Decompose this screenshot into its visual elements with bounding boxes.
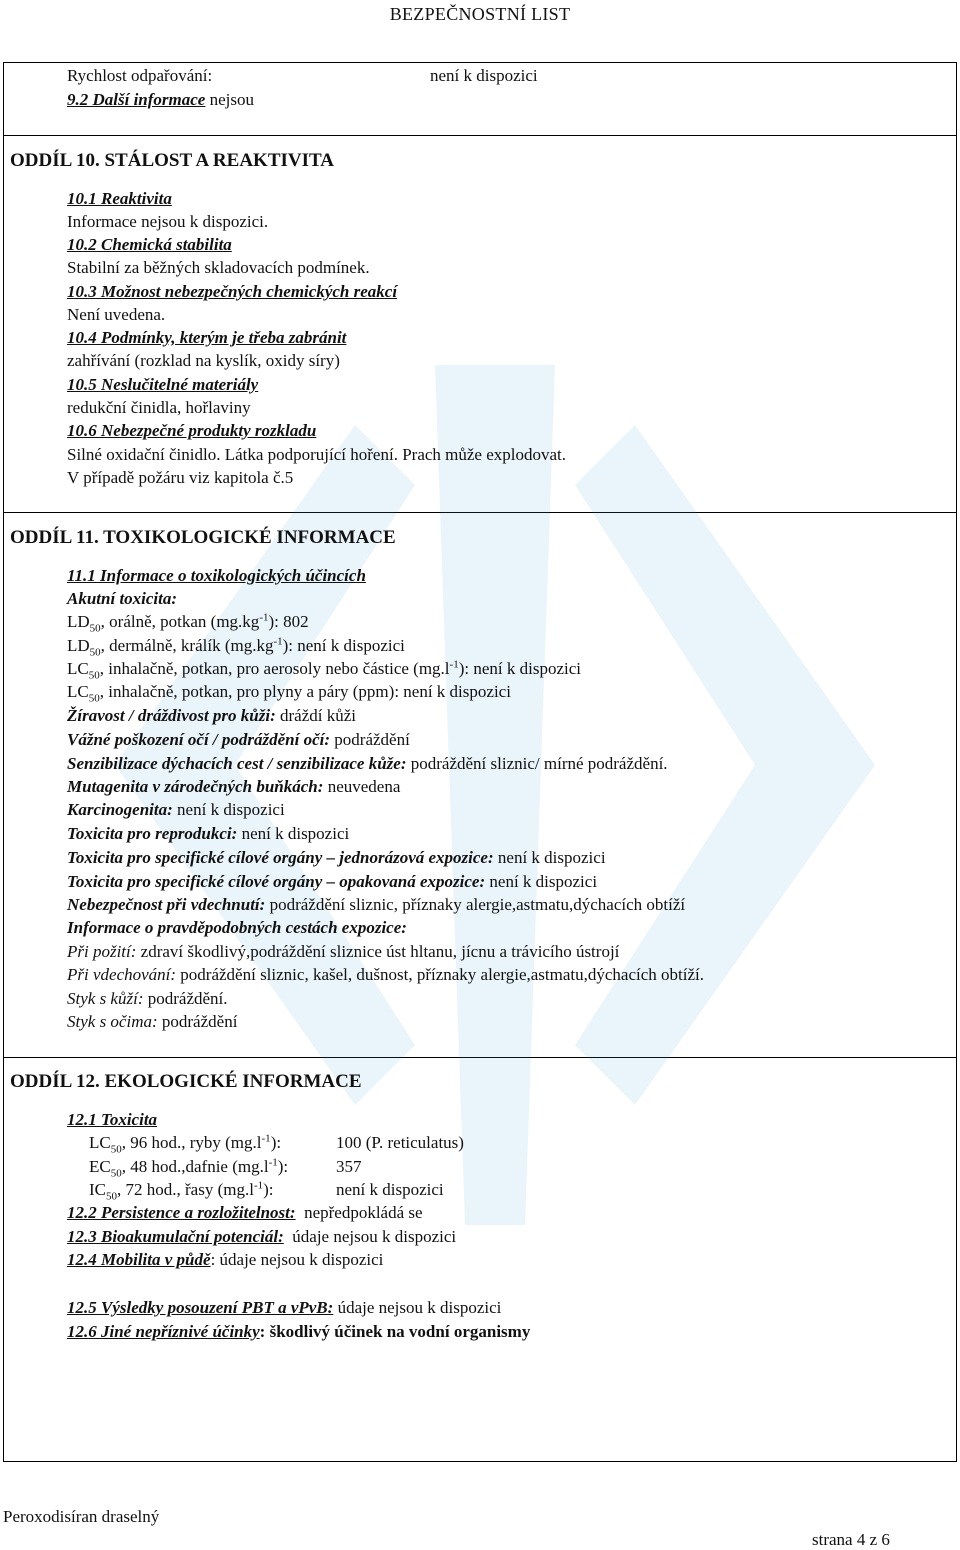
stot-repeated-label: Toxicita pro specifické cílové orgány – opakovaná expozice:: [67, 872, 486, 891]
eye-contact-row: [67, 1012, 237, 1032]
ld50-oral-desc: , orálně, potkan (mg.kg: [100, 612, 260, 631]
mutagenicity-row: [67, 777, 400, 797]
lc50-gas-text: LC: [67, 682, 89, 701]
other-effects-value: : škodlivý účinek na vodní organismy: [259, 1322, 531, 1341]
other-info-row: [67, 90, 254, 110]
ingestion-row: [67, 942, 619, 962]
lc50-fish-row: [89, 1132, 282, 1156]
inhalation-label: Při vdechování:: [67, 965, 177, 984]
ic50-algae-superscript: -1: [253, 1179, 264, 1192]
ec50-daphnia-subscript: 50: [110, 1167, 122, 1180]
other-info-heading: 9.2 Další informace: [67, 90, 206, 109]
heading-10-2: 10.2 Chemická stabilita: [67, 235, 232, 254]
mutagenicity-label: Mutagenita v zárodečných buňkách:: [67, 777, 324, 796]
mutagenicity-value: neuvedena: [323, 777, 401, 796]
mobility-heading: 12.4 Mobilita v půdě: [67, 1250, 211, 1269]
text-10-2: Stabilní za běžných skladovacích podmínek.: [67, 258, 370, 277]
lc50-aerosol-value: ): není k dispozici: [458, 659, 581, 678]
section-divider: [3, 512, 957, 513]
section-12-title: ODDÍL 12. EKOLOGICKÉ INFORMACE: [10, 1071, 362, 1092]
section-11-title: ODDÍL 11. TOXIKOLOGICKÉ INFORMACE: [10, 527, 396, 548]
lc50-fish-superscript: -1: [261, 1132, 271, 1145]
other-info-value: nejsou: [209, 90, 254, 109]
stot-single-value: není k dispozici: [493, 848, 606, 867]
ic50-algae-value: není k dispozici: [336, 1180, 444, 1199]
ingestion-label: Při požití:: [67, 942, 137, 961]
lc50-fish-subscript: 50: [110, 1143, 122, 1156]
reproductive-value: není k dispozici: [237, 824, 350, 843]
footer-product-name: Peroxodisíran draselný: [3, 1507, 160, 1526]
acute-toxicity-label: Akutní toxicita:: [67, 589, 178, 608]
heading-10-6: 10.6 Nebezpečné produkty rozkladu: [67, 421, 317, 440]
aspiration-label: Nebezpečnost při vdechnutí:: [67, 895, 266, 914]
text-10-1: Informace nejsou k dispozici.: [67, 212, 269, 231]
ld50-dermal-value: ): není k dispozici: [282, 636, 405, 655]
inhalation-row: [67, 965, 704, 985]
ld50-oral-row: [67, 611, 309, 635]
bioaccumulation-heading: 12.3 Bioakumulační potenciál:: [67, 1227, 284, 1246]
lc50-gas-row: [67, 682, 511, 705]
lc50-gas-subscript: 50: [88, 692, 100, 705]
ld50-dermal-text: LD: [67, 636, 90, 655]
ec50-daphnia-superscript: -1: [268, 1156, 278, 1169]
heading-10-1: 10.1 Reaktivita: [67, 189, 172, 208]
skin-contact-row: [67, 989, 228, 1009]
aspiration-row: [67, 895, 685, 915]
inhalation-value: podráždění sliznic, kašel, dušnost, příznaky alergie,astmatu,dýchacích obtíží.: [176, 965, 704, 984]
ld50-dermal-superscript: -1: [273, 635, 283, 648]
sensitisation-row: [67, 754, 668, 774]
ld50-dermal-subscript: 50: [89, 646, 101, 659]
lc50-fish-suffix: ):: [270, 1133, 282, 1152]
heading-12-1: 12.1 Toxicita: [67, 1110, 158, 1129]
ld50-dermal-row: [67, 635, 405, 659]
ic50-algae-subscript: 50: [106, 1190, 117, 1203]
skin-corrosion-row: [67, 706, 356, 726]
skin-corrosion-value: dráždí kůži: [275, 706, 356, 725]
lc50-fish-value: 100 (P. reticulatus): [336, 1133, 464, 1152]
mobility-value: : údaje nejsou k dispozici: [210, 1250, 384, 1269]
text-10-5: redukční činidla, hořlaviny: [67, 398, 251, 417]
pbt-row: [67, 1298, 501, 1318]
ic50-algae-suffix: ):: [263, 1180, 274, 1199]
other-effects-row: [67, 1322, 530, 1342]
footer-page-number: strana 4 z 6: [812, 1530, 890, 1549]
reproductive-row: [67, 824, 349, 844]
heading-11-1: 11.1 Informace o toxikologických účincích: [67, 566, 366, 585]
carcinogenicity-label: Karcinogenita:: [67, 800, 173, 819]
skin-contact-value: podráždění.: [143, 989, 228, 1008]
text-10-3: Není uvedena.: [67, 305, 166, 324]
persistence-heading: 12.2 Persistence a rozložitelnost:: [67, 1203, 296, 1222]
pbt-heading: 12.5 Výsledky posouzení PBT a vPvB:: [67, 1298, 334, 1317]
heading-10-5: 10.5 Neslučitelné materiály: [67, 375, 259, 394]
section-divider: [3, 135, 957, 136]
bioaccumulation-row: [67, 1227, 456, 1247]
ld50-dermal-desc: , dermálně, králík (mg.kg: [100, 636, 274, 655]
eye-damage-value: podráždění: [330, 730, 410, 749]
stot-repeated-value: není k dispozici: [485, 872, 598, 891]
document-header: BEZPEČNOSTNÍ LIST: [389, 4, 571, 24]
ld50-oral-subscript: 50: [89, 622, 101, 635]
exposure-routes-label: Informace o pravděpodobných cestách expozice:: [67, 918, 407, 937]
persistence-value: nepředpokládá se: [304, 1203, 423, 1222]
lc50-fish-text: LC: [89, 1133, 111, 1152]
ec50-daphnia-desc: , 48 hod.,dafnie (mg.l: [121, 1157, 269, 1176]
stot-single-row: [67, 848, 606, 868]
lc50-fish-desc: , 96 hod., ryby (mg.l: [121, 1133, 262, 1152]
heading-10-4: 10.4 Podmínky, kterým je třeba zabránit: [67, 328, 347, 347]
sensitisation-label: Senzibilizace dýchacích cest / senzibilizace kůže:: [67, 754, 407, 773]
eye-contact-label: Styk s očima:: [67, 1012, 158, 1031]
ld50-oral-superscript: -1: [259, 611, 269, 624]
bioaccumulation-value: údaje nejsou k dispozici: [292, 1227, 457, 1246]
mobility-row: [67, 1250, 383, 1270]
stot-repeated-row: [67, 872, 597, 892]
evaporation-label: Rychlost odpařování:: [67, 66, 213, 85]
evaporation-value: není k dispozici: [430, 66, 538, 85]
ec50-daphnia-value: 357: [336, 1157, 362, 1176]
heading-10-3: 10.3 Možnost nebezpečných chemických reakcí: [67, 282, 398, 301]
aspiration-value: podráždění sliznic, příznaky alergie,astmatu,dýchacích obtíží: [265, 895, 686, 914]
skin-corrosion-label: Žíravost / dráždivost pro kůži:: [67, 706, 276, 725]
lc50-aerosol-superscript: -1: [449, 658, 459, 671]
lc50-gas-desc: , inhalačně, potkan, pro plyny a páry (ppm): není k dispozici: [99, 682, 511, 701]
lc50-aerosol-row: [67, 658, 581, 682]
sensitisation-value: podráždění sliznic/ mírné podráždění.: [406, 754, 668, 773]
ic50-algae-row: [89, 1179, 274, 1203]
lc50-aerosol-desc: , inhalačně, potkan, pro aerosoly nebo částice (mg.l: [99, 659, 450, 678]
ec50-daphnia-text: EC: [89, 1157, 111, 1176]
other-effects-heading: 12.6 Jiné nepříznivé účinky: [67, 1322, 260, 1341]
ingestion-value: zdraví škodlivý,podráždění sliznice úst hltanu, jícnu a trávicího ústrojí: [136, 942, 620, 961]
eye-damage-label: Vážné poškození očí / podráždění očí:: [67, 730, 331, 749]
ec50-daphnia-row: [89, 1156, 289, 1180]
eye-contact-value: podráždění: [157, 1012, 238, 1031]
ld50-oral-text: LD: [67, 612, 90, 631]
ld50-oral-value: ): 802: [268, 612, 309, 631]
text-10-6a: Silné oxidační činidlo. Látka podporující hoření. Prach může explodovat.: [67, 445, 567, 464]
pbt-value: údaje nejsou k dispozici: [333, 1298, 502, 1317]
eye-damage-row: [67, 730, 410, 750]
carcinogenicity-row: [67, 800, 285, 820]
ec50-daphnia-suffix: ):: [277, 1157, 289, 1176]
ic50-algae-text: IC: [89, 1180, 106, 1199]
carcinogenicity-value: není k dispozici: [172, 800, 285, 819]
text-10-4: zahřívání (rozklad na kyslík, oxidy síry): [67, 351, 340, 370]
skin-contact-label: Styk s kůží:: [67, 989, 144, 1008]
ic50-algae-desc: , 72 hod., řasy (mg.l: [117, 1180, 254, 1199]
persistence-row: [67, 1203, 423, 1223]
lc50-aerosol-text: LC: [67, 659, 89, 678]
section-10-title: ODDÍL 10. STÁLOST A REAKTIVITA: [10, 150, 334, 171]
lc50-aerosol-subscript: 50: [88, 669, 100, 682]
section-divider: [3, 1057, 957, 1058]
reproductive-label: Toxicita pro reprodukci:: [67, 824, 238, 843]
text-10-6b: V případě požáru viz kapitola č.5: [67, 468, 294, 487]
stot-single-label: Toxicita pro specifické cílové orgány – jednorázová expozice:: [67, 848, 494, 867]
